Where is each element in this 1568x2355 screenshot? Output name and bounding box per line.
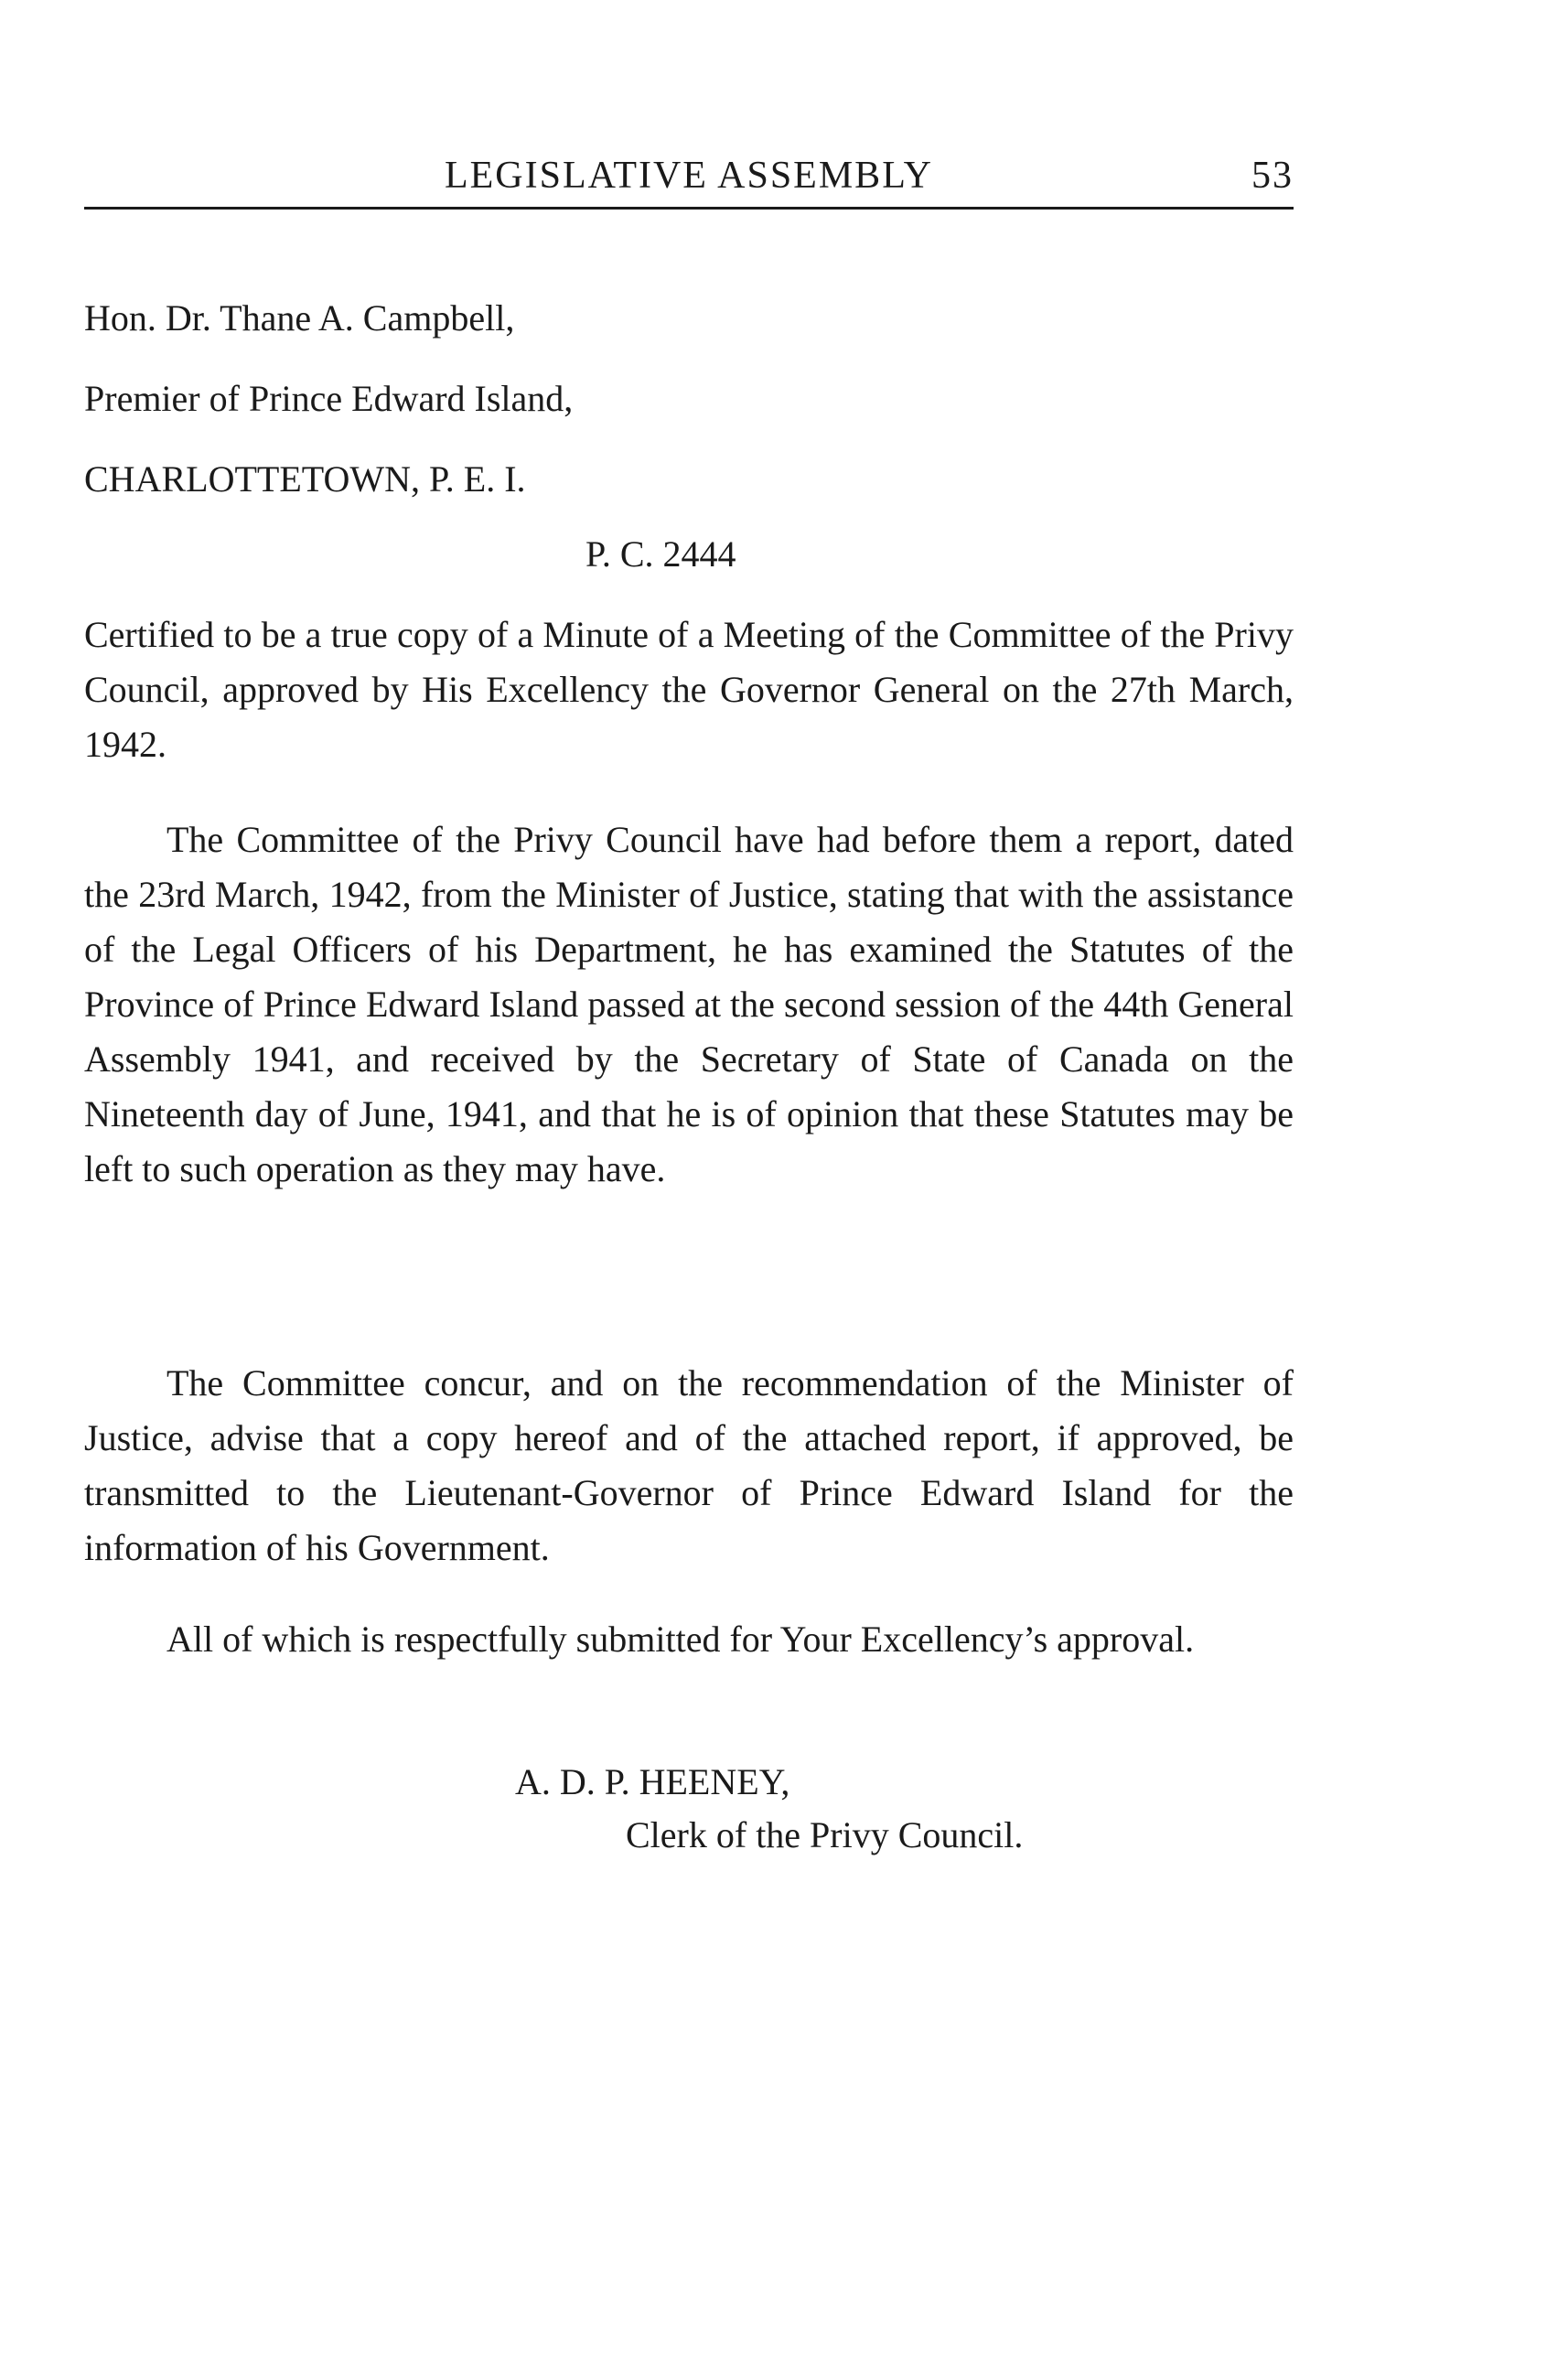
- addressee-block: [84, 291, 1294, 532]
- addressee-name: Hon. Dr. Thane A. Campbell,: [84, 297, 515, 339]
- certification-paragraph: Certified to be a true copy of a Minute of a Meeting of the Committee of the Privy Council, approved by His Excellency the Governor General on the 27th March, 1942.: [84, 614, 1294, 765]
- order-number: P. C. 2444: [585, 533, 736, 575]
- paragraph-report: The Committee of the Privy Council have had before them a report, dated the 23rd March, 1942, from the Minister of Justice, stating that with the assistance of the Legal Officers of his Department, he has examined the Statutes of the Province of Prince Edward Island passed at the second session of the 44th General Assembly 1941, and received by the Secretary of State of Canada on the Nineteenth day of June, 1941, and that he is of opinion that these Statutes may be left to such operation as they may have.: [84, 819, 1294, 1189]
- addressee-position: Premier of Prince Edward Island,: [84, 378, 574, 419]
- signature-name: A. D. P. HEENEY,: [515, 1761, 790, 1802]
- running-header: [84, 154, 1294, 209]
- page-number: 53: [1251, 155, 1294, 197]
- running-title: LEGISLATIVE ASSEMBLY: [445, 155, 933, 197]
- paragraph-submission: All of which is respectfully submitted for Your Excellency’s approval.: [166, 1618, 1195, 1660]
- signature-title: Clerk of the Privy Council.: [626, 1814, 1024, 1855]
- paragraph-concurrence: The Committee concur, and on the recommendation of the Minister of Justice, advise that a copy hereof and of the attached report, if approved, be transmitted to the Lieutenant-Governor of Prince Edward Island for the information of his Government.: [84, 1362, 1294, 1568]
- addressee-location: CHARLOTTETOWN, P. E. I.: [84, 458, 526, 500]
- header-rule: [84, 207, 1294, 210]
